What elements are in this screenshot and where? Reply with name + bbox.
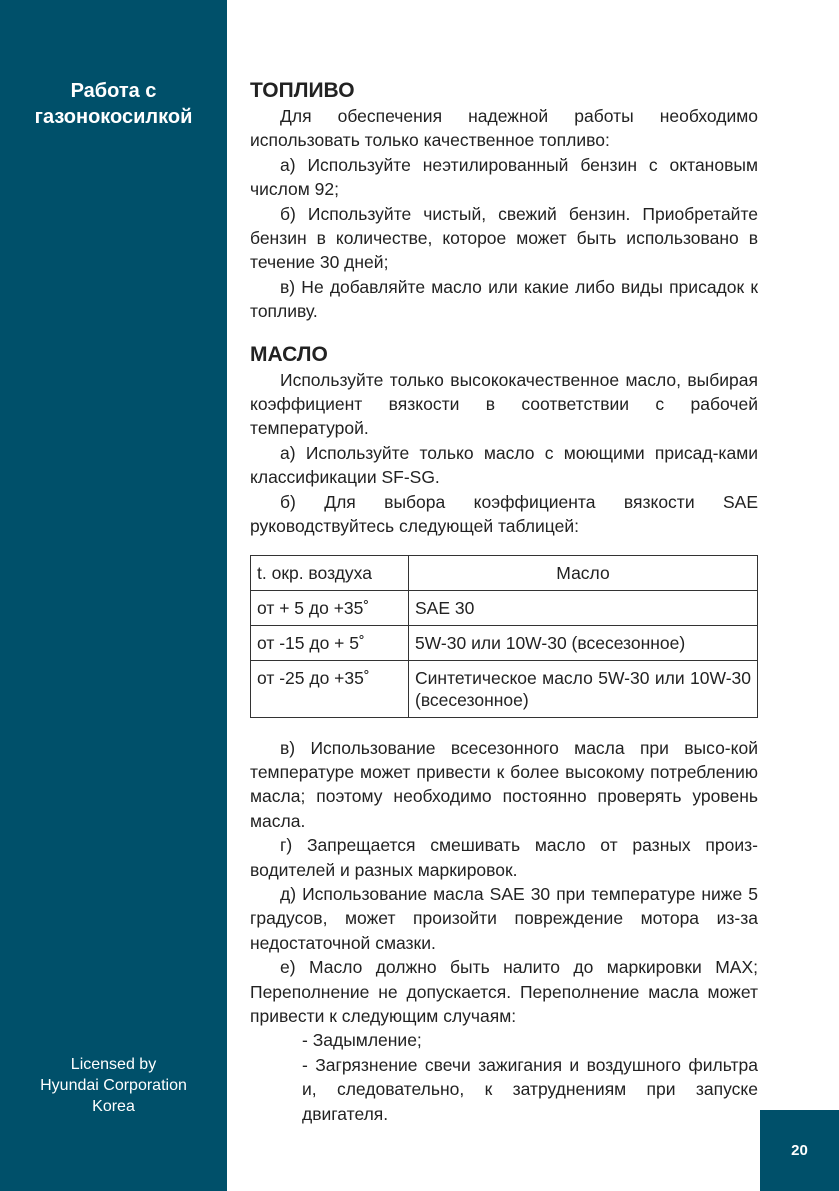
paragraph: Для обеспечения надежной работы необходимо использовать только качественное топливо: bbox=[250, 106, 758, 151]
table-row bbox=[251, 660, 758, 717]
license-line: Korea bbox=[92, 1098, 135, 1115]
list-item: - Задымление; bbox=[302, 1030, 422, 1051]
license-line: Licensed by bbox=[70, 1056, 157, 1073]
oil-viscosity-table bbox=[250, 555, 758, 718]
paragraph: а) Используйте неэтилированный бензин с октановым числом 92; bbox=[250, 154, 758, 200]
paragraph: г) Запрещается смешивать масло от разных произ-водителей и разных маркировок. bbox=[250, 835, 758, 880]
cell-oil: Синтетическое масло 5W-30 или 10W-30 (всесезонное) bbox=[409, 660, 758, 717]
cell-temperature: от + 5 до +35˚ bbox=[251, 590, 409, 625]
paragraph: в) Не добавляйте масло или какие либо виды присадок к топливу. bbox=[250, 276, 758, 322]
section-title bbox=[0, 78, 227, 130]
cell-oil: SAE 30 bbox=[409, 590, 758, 625]
header-oil: Масло bbox=[409, 555, 758, 590]
sidebar bbox=[0, 0, 227, 1191]
paragraph: д) Использование масла SAE 30 при температуре ниже 5 градусов, может произойти повреждение мотора из-за недостаточной смазки. bbox=[250, 883, 758, 953]
license-note bbox=[0, 1054, 227, 1117]
cell-temperature: от -25 до +35˚ bbox=[251, 660, 409, 717]
table-header-row bbox=[251, 555, 758, 590]
list-item: - Загрязнение свечи зажигания и воздушного фильтра и, следовательно, к затруднениям при запуске двигателя. bbox=[302, 1054, 758, 1124]
section-title-line: газонокосилкой bbox=[34, 106, 193, 128]
table-row bbox=[251, 625, 758, 660]
cell-temperature: от -15 до + 5˚ bbox=[251, 625, 409, 660]
table-row bbox=[251, 590, 758, 625]
paragraph: Используйте только высококачественное масло, выбирая коэффициент вязкости в соответствии с рабочей температурой. bbox=[250, 369, 758, 439]
oil-heading: МАСЛО bbox=[250, 342, 328, 366]
section-title-line: Работа с bbox=[70, 80, 157, 102]
paragraph: в) Использование всесезонного масла при высо-кой температуре может привести к более высокому потреблению масла; поэтому необходимо постоянно проверять уровень масла. bbox=[250, 737, 758, 831]
page-number: 20 bbox=[760, 1110, 839, 1191]
paragraph: б) Используйте чистый, свежий бензин. Приобретайте бензин в количестве, которое может быть использовано в течение 30 дней; bbox=[250, 203, 758, 273]
paragraph: б) Для выбора коэффициента вязкости SAE руководствуйтесь следующей таблицей: bbox=[250, 491, 758, 537]
main-content bbox=[250, 78, 758, 1126]
fuel-heading: ТОПЛИВО bbox=[250, 79, 355, 102]
paragraph: е) Масло должно быть налито до маркировки MAX; Переполнение не допускается. Переполнение масла может привести к следующим случаям: bbox=[250, 957, 758, 1026]
header-temperature: t. окр. воздуха bbox=[251, 555, 409, 590]
license-line: Hyundai Corporation bbox=[40, 1077, 187, 1094]
paragraph: а) Используйте только масло с моющими присад-ками классификации SF-SG. bbox=[250, 442, 758, 488]
cell-oil: 5W-30 или 10W-30 (всесезонное) bbox=[409, 625, 758, 660]
